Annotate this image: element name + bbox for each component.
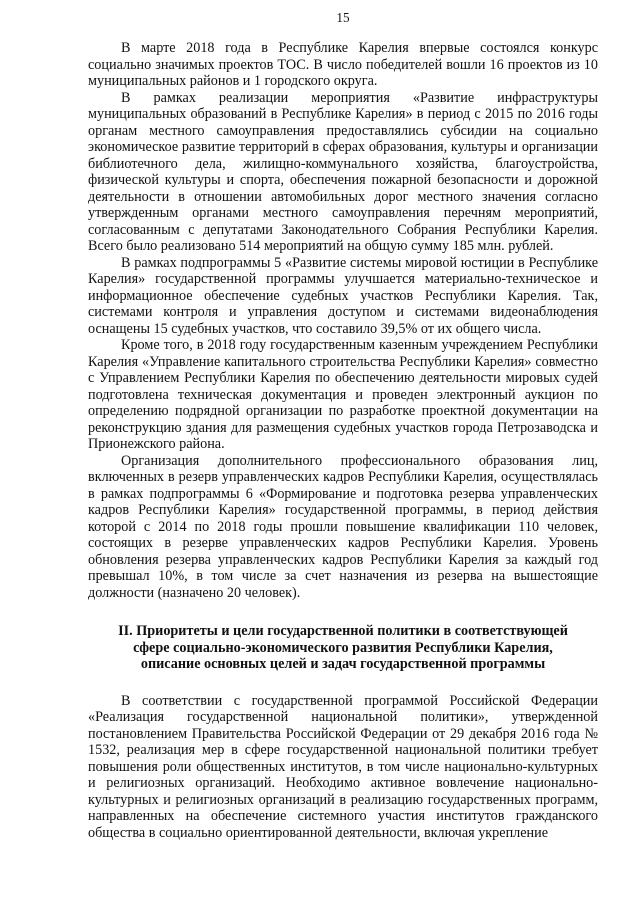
paragraph-tos-contest: В марте 2018 года в Республике Карелия впервые состоялся конкурс социально значимых проектов ТОС. В число победителей вошли 16 проектов из 10 муниципальных районов и 1 городского округа.: [88, 40, 598, 89]
section-heading-line: описание основных целей и задач государственной программы: [140, 656, 546, 672]
paragraph-construction-documentation: Кроме того, в 2018 году государственным казенным учреждением Республики Карелия «Управление капитального строительства Республики Карелия» совместно с Управлением Республики Карелия по обеспечению деятельности мировых судей подготовлена техническая документация и проведен электронный аукцион по определению подрядной организации по разработке проектной документации на реконструкцию здания для размещения судебных участков города Петрозаводска и Прионежского района.: [88, 337, 598, 452]
section-heading-line: сфере социально-экономического развития Республики Карелия,: [133, 639, 553, 656]
paragraph-national-policy: В соответствии с государственной программой Российской Федерации «Реализация государственной национальной политики», утвержденной постановлением Правительства Российской Федерации от 29 декабря 2016 года № 1532, реализация мер в сфере государственной национальной политики требует повышения роли общественных институтов, в том числе национально-культурных и религиозных организаций. Необходимо активное вовлечение национально-культурных и религиозных организаций в реализацию государственных программ, направленных на обеспечение системного участия институтов гражданского общества в социально ориентированной деятельности, включая укрепление: [88, 692, 598, 841]
section-heading-line: II. Приоритеты и цели государственной политики в соответствующей: [118, 623, 568, 639]
document-page: [88, 0, 598, 905]
page-number: 15: [336, 10, 350, 25]
paragraph-infrastructure-subsidies: В рамках реализации мероприятия «Развитие инфраструктуры муниципальных образований в Республике Карелия» в период с 2015 по 2016 годы органам местного самоуправления предоставлялись субсидии на социально экономическое развитие территорий в сферах образования, культуры и организации библиотечного дела, жилищно-коммунального хозяйства, благоустройства, физической культуры и спорта, обеспечения пожарной безопасности и дорожной деятельности в отношении автомобильных дорог местного значения согласно утвержденным органами местного самоуправления перечням мероприятий, согласованным с депутатами Законодательного Собрания Республики Карелия. Всего было реализовано 514 мероприятий на общую сумму 185 млн. рублей.: [88, 89, 598, 254]
section-heading: [88, 623, 598, 673]
document-body: [88, 40, 598, 841]
paragraph-justice-subprogram: В рамках подпрограммы 5 «Развитие системы мировой юстиции в Республике Карелия» государственной программы улучшается материально-техническое и информационное обеспечение судебных участков Республики Карелия. Так, системами контроля и управления доступом и системами видеонаблюдения оснащены 15 судебных участков, что составило 39,5% от их общего числа.: [88, 254, 598, 337]
paragraph-personnel-reserve: Организация дополнительного профессионального образования лиц, включенных в резерв управленческих кадров Республики Карелия, осуществлялась в рамках подпрограммы 6 «Формирование и подготовка резерва управленческих кадров Республики Карелия» государственной программы, в период действия которой с 2014 по 2018 годы прошли повышение квалификации 110 человек, состоящих в резерве управленческих кадров Республики Карелия. Уровень обновления резерва управленческих кадров Республики Карелия за каждый год превышал 10%, в том числе за счет назначения из резерва на вышестоящие должности (назначено 20 человек).: [88, 452, 598, 601]
